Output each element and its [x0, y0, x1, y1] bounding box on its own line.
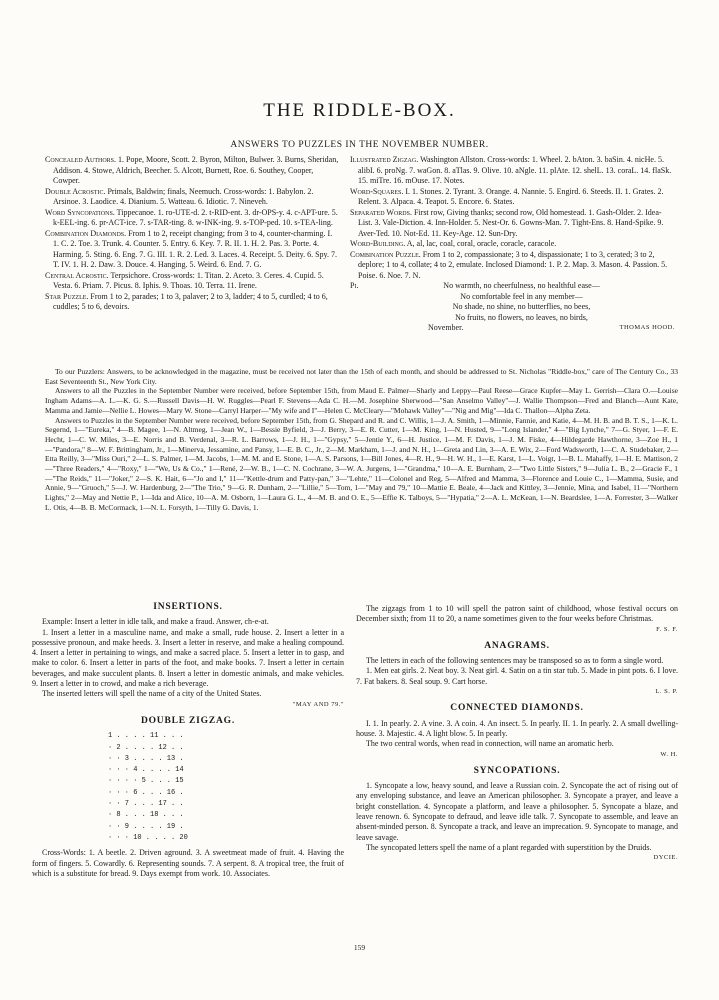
zigzag-row: · 2 . . . . 12 . . [108, 743, 184, 752]
connected-diamonds-heading: CONNECTED DIAMONDS. [450, 703, 584, 714]
zigzag-row: · · · 4 . . . . 14 [108, 766, 184, 775]
syncopations-heading: SYNCOPATIONS. [473, 765, 561, 776]
zigzag-cross-words: Cross-Words: 1. A beetle. 2. Driven aground. 3. A sweetmeat made of fruit. 4. Having the form of fingers. 5. Cowardly. 6. Representing sounds. 7. A serpent. 8. A tropical tree, the fruit of which is a substitute for bread. 9. Days exempt from work. 10. Associates. [32, 848, 344, 878]
page-number: 159 [353, 943, 366, 952]
anagrams-items: 1. Men eat girls. 2. Neat boy. 3. Neat girl. 4. Satin on a tin star tub. 5. Made in pint pots. 6. I love. 7. Fat bakers. 8. Seal soup. 9. Cart horse. [356, 666, 678, 686]
answer-entry: Concealed Authors. 1. Pope, Moore, Scott. 2. Byron, Milton, Bulwer. 3. Burns, Sheridan, Addison. 4. Stowe, Aldrich, Beecher. 5. Alcott, Burnett, Roe. 6. Southey, Cooper, Cowper. [45, 155, 339, 185]
poem-line: No warmth, no cheerfulness, no healthful ease— [443, 281, 600, 290]
zigzag-signature: F. S. F. [656, 625, 678, 633]
answer-entry: Word Syncopations. Tippecanoe. 1. ro-UTE-d. 2. t-RID-ent. 3. dr-OPS-y. 4. c-APT-ure. 5. k-EEL-ing. 6. pr-ACT-ice. 7. s-TAR-ting. 8. w-INK-ing. 9. s-TOP-ped. 10. s-TEA-ling. [45, 207, 338, 227]
poem-line: No comfortable feel in any member— [460, 291, 583, 301]
answer-entry: Double Acrostic. Primals, Baldwin; finals, Neemuch. Cross-words: 1. Babylon. 2. Arsinoe. 3. Laodice. 4. Dianium. 5. Watteau. 6. Idiotic. 7. Nineveh. [45, 186, 314, 206]
anagrams-signature: L. S. P. [655, 688, 678, 696]
syncopations-signature: DYCIE. [653, 854, 678, 862]
zigzag-row: · 8 . . . 18 . . . [108, 811, 184, 820]
insertions-body: 1. Insert a letter in a masculine name, and make a small, rude house. 2. Insert a letter in a possessive pronoun, and make heeds. 3. Insert a letter in reserve, and make a healing compound. 4. Insert a letter in pertaining to wings, and make a sacred place. 5. Insert a letter in to gasp, and make to color. 6. Insert a letter in parts of the foot, and make books. 7. Insert a letter in certain beverages, and make succulent plants. 8. Insert a letter in domestic animals, and make vehicles. 9. Insert a letter in to crowd, and make a rich beverage. [32, 627, 344, 689]
poem-signature: THOMAS HOOD. [619, 324, 675, 331]
answer-entry: Word-Building. A, al, lac, coal, coral, oracle, coracle, caracole. [350, 239, 557, 248]
answers-heading: ANSWERS TO PUZZLES IN THE NOVEMBER NUMBER. [230, 140, 489, 150]
syncopations-body: 1. Syncopate a low, heavy sound, and leave a Russian coin. 2. Syncopate the act of rising out of any enveloping substance, and leave an American philosopher. 3. Syncopate a prayer, and leave a bright constellation. 4. Syncopate a platform, and leave a philosopher. 5. Syncopate a blaze, and leave renown. 6. Syncopate to defraud, and leave idle talk. 7. Syncopate to assemble, and leave an absent-minded person. 8. Syncopate a track, and leave an imprecation. 9. Syncopate to manage, and leave savage. [356, 781, 678, 842]
notice-answers: Answers to Puzzles in the September Number were received, before September 15th, from G. Shepard and R. and C. Willis, 1—J. A. Smith, 1—Minnie, Fannie, and Katie, 4—M. H. B. and B. T. S., 1—K. L. Segernd, 1—"Eureka," 4—B. Magee, 1—N. Altmeg, 1—Jean W., 1—Bessie Byfield, 3—J. Berry, 3—E. R. Cutter, 1—M. King, 1—N. Husted, 9—"Long Islander," 4—"Big Lynche," 7—G. Styer, 1—F. E. Hecht, 1—C. W. Miles, 3—E. Norris and B. Verdenal, 3—R. L. Barrows, 1—J. H., 1—"Gypsy," 5—Jentie Y., 6—H. Justice, 1—M. F. Davis, 1—J. M. Fiske, 4—Hildegarde Hawthorne, 3—Zoe H., 1—"Pandora," 8—W. F. Brittingham, Jr., 1—Minerva, Jessamine, and Pansy, 1—E. B. C., Jr., 2—M. Markham, 1—J. and N. H., 1—Greta and Lin, 3—A. E. Wix, 2—Ford Wadsworth, 1—C. A. Studebaker, 2—Etta Reilly, 3—"Miss Ouri," 2—L. S. Palmer, 1—M. Jacobs, 1—M. M. and E. Stone, 1—A. S. Parsons, 1—Bill Jones, 4—R. H., 9—H. W. H., 1—E. Karst, 1—L. Voigt, 1—B. L. Mahaffy, 1—H. E. Mattison, 2—"Three Readers," 4—"Roxy," 1—"We, Us & Co.," 1—René, 2—W. B., 1—C. N. Cochrane, 3—W. A. Jurgens, 1—"Grandma," 10—A. E. Burnham, 2—"Two Little Sisters," 9—Julia L. B., 2—Gracie F., 1—"The Reids," 11—"Joker," 2—S. K. Hait, 6—"Jo and I," 11—"Kettle-drum and Patty-pan," 3—"Lehte," 11—Colonel and Reg, 5—Alfred and Mamma, 3—Florence and Louie C., 1—Mamma, Susie, and Annie, 9—"Gruoch," 5—J. W. Hardenburg, 2—"The Trio," 9—G. R. Dunham, 2—"Lillie," 5—Tom, 1—"May and 79," 10—Mattie E. Beale, 4—Jack and Kittley, 3—Jennie, Mina, and Isabel, 11—"Northern Lights," 2—May and Nettie P., 1—Ida and Alice, 10—A. M. Osborn, 1—Laura G. L., 4—M. B. and O. E., 5—Effie K. Talboys, 5—"Hypatia," 2—A. L. McKean, 1—N. Beardslee, 1—A. Forrester, 3—Walker L. Otis, 4—B. B. McCormack, 1—N. L. Forsyth, 1—Tilly G. Davis, 1. [45, 415, 678, 512]
page-title: THE RIDDLE-BOX. [263, 100, 456, 121]
insertions-signature: "MAY AND 79." [292, 700, 344, 708]
insertions-example: Example: Insert a letter in idle talk, and make a fraud. Answer, ch-e-at. [42, 617, 269, 627]
zigzag-row: · · · 6 . . . 16 . [108, 788, 184, 797]
anagrams-body: The letters in each of the following sentences may be transposed so as to form a single word. [366, 656, 664, 666]
zigzag-row: · · 9 . . . . 19 . [108, 822, 184, 831]
zigzag-grid [108, 731, 268, 844]
notices [45, 367, 678, 513]
poem-line: No shade, no shine, no butterflies, no bees, [452, 302, 591, 311]
connected-diamonds-closing: The two central words, when read in connection, will name an aromatic herb. [366, 739, 614, 749]
zigzag-closing: The zigzags from 1 to 10 will spell the patron saint of childhood, whose festival occurs on December sixth; from 11 to 20, a name sometimes given to the four weeks before Christmas. [356, 604, 678, 624]
syncopations-closing: The syncopated letters spell the name of a plant regarded with superstition by the Druids. [366, 842, 652, 852]
pi-answer [350, 281, 675, 334]
answer-entry: Combination Diamonds. From 1 to 2, receipt changing; from 3 to 4, counter-charming. I. 1. C. 2. Toe. 3. Trunk. 4. Counter. 5. Entry. 6. Key. 7. R. II. 1. H. 2. Pas. 3. Porte. 4. Harming. 5. Sting. 6. Eng. 7. G. III. 1. R. 2. Led. 3. Laces. 4. Receipt. 5. Deity. 6. Spy. 7. T. IV. 1. H. 2. Daw. 3. Douce. 4. Hanging. 5. Weird. 6. End. 7. G. [45, 228, 338, 269]
answer-entry: Separated Words. First row, Giving thanks; second row, Old homestead. 1. Gash-Older. 2. Idea-List. 3. Vale-Diction. 4. Inn-Holder. 5. Nest-Or. 6. Gowns-Man. 7. Tight-Ens. 8. Hand-Spike. 9. Aver-Ted. 10. Not-Ed. 11. Key-Age. 12. Sun-Dry. [350, 207, 664, 238]
notice-september: Answers to all the Puzzles in the September Number were received, before September 15th, from Maud E. Palmer—Sharly and Leppy—Paul Reese—Grace Kupfer—May L. Gerrish—Clara O.—Louise Ingham Adams—A. L.—K. G. S.—Russell Davis—H. W. Ruggles—Pearl F. Stevens—Ada C. H.—M. Josephine Sherwood—"San Anselmo Valley"—J. Wallie Thompson—Fred and Blanch—Aunt Kate, Mamma and Jamie—Nellie L. Howes—Mary W. Stone—Carryl Harper—"My wife and I"—Helen C. McCleary—"Mohawk Valley"—"Nig and Mig"—Ida C. Thallon—Alpha Zeta. [45, 386, 678, 415]
anagrams-heading: ANAGRAMS. [484, 640, 550, 651]
zigzag-row: 1 . . . . 11 . . . [108, 732, 184, 741]
poem-line: No fruits, no flowers, no leaves, no birds, [455, 312, 588, 322]
poem-line: November. [428, 323, 464, 332]
zigzag-row: · · 3 . . . . 13 . [108, 754, 184, 763]
answer-entry: Word-Squares. I. 1. Stones. 2. Tyrant. 3. Orange. 4. Nannie. 5. Engird. 6. Steeds. II. 1. Grates. 2. Relent. 3. Alpaca. 4. Teapot. 5. Encore. 6. States. [350, 186, 664, 206]
zigzag-row: · · · · 5 . . . 15 [108, 777, 184, 786]
answer-entry: Illustrated Zigzag. Washington Allston. Cross-words: 1. Wheel. 2. bAton. 3. baSin. 4. nicHe. 5. alibI. 6. proNg. 7. waGon. 8. aTlas. 9. Olive. 10. aNgle. 11. plAte. 12. shelL. 13. coraL. 14. flaSk. 15. miTre. 16. mOuse. 17. Notes. [350, 155, 672, 185]
connected-diamonds-signature: W. H. [660, 750, 678, 758]
right-puzzles-column [356, 604, 678, 864]
insertions-heading: INSERTIONS. [153, 602, 223, 612]
connected-diamonds-body: I. 1. In pearly. 2. A vine. 3. A coin. 4. An insect. 5. In pearly. II. 1. In pearly. 2. A small dwelling-house. 3. Majestic. 4. A light blow. 5. In pearly. [356, 718, 678, 738]
double-zigzag-heading: DOUBLE ZIGZAG. [140, 715, 236, 726]
answer-entry: Combination Puzzle. From 1 to 2, compassionate; 3 to 4, dispassionate; 1 to 3, cerated; 3 to 2, deplore; 1 to 4, collate; 4 to 2, emulate. Inclosed Diamond: 1. P. 2. Map. 3. Mason. 4. Passion. 5. Poise. 6. Noe. 7. N. [350, 249, 668, 280]
notice-puzzlers: To our Puzzlers: Answers, to be acknowledged in the magazine, must be received not later than the 15th of each month, and should be addressed to St. Nicholas "Riddle-box," care of The Century Co., 33 East Seventeenth St., New York City. [45, 367, 678, 386]
left-answers-column [45, 155, 340, 313]
pi-label: Pi. [350, 281, 359, 290]
answer-entry: Central Acrostic. Terpsichore. Cross-words: 1. Titan. 2. Aceto. 3. Ceres. 4. Cupid. 5. Vesta. 6. Priam. 7. Picus. 8. Iphis. 9. Thoas. 10. Terra. 11. Irene. [45, 270, 324, 290]
right-answers-column [350, 155, 675, 334]
answer-entry: Star Puzzle. From 1 to 2, parades; 1 to 3, palaver; 2 to 3, ladder; 4 to 5, curdled; 4 to 6, cuddles; 5 to 6, devoirs. [45, 291, 328, 311]
zigzag-row: · · 7 . . . 17 . . [108, 800, 184, 809]
zigzag-row: · · · 10 . . . . 20 [108, 833, 188, 842]
left-puzzles-column [32, 596, 344, 879]
insertions-closing: The inserted letters will spell the name of a city of the United States. [42, 689, 262, 699]
